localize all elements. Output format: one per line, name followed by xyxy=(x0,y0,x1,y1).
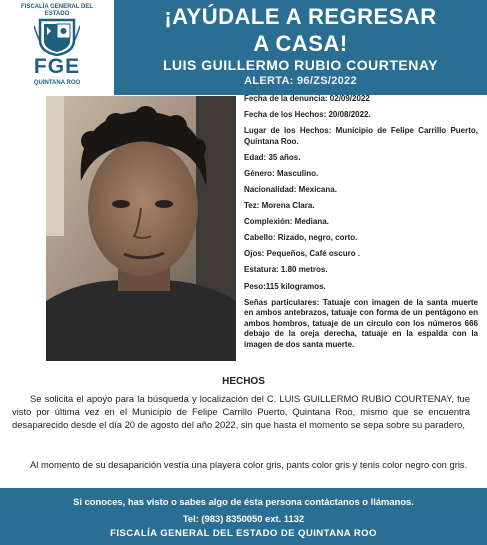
footer-agency: FISCALÍA GENERAL DEL ESTADO DE QUINTANA ROO xyxy=(110,528,377,539)
detail-senas-particulares: Señas particulares: Tatuaje con imagen de la santa muerte en ambos antebrazos, tatuaje con forma de un pentágono en ambos hombros, tatuaje de un círculo con los números 666 debajo de la oreja derecha, tatuaje en la espalda con la imagen de dos santa muerte. xyxy=(244,297,478,349)
detail-peso: Peso:115 kilogramos. xyxy=(244,281,326,291)
logo-acronym: FGE xyxy=(33,55,81,78)
detail-ojos: Ojos: Pequeños, Café oscuro . xyxy=(244,249,361,259)
contact-footer xyxy=(0,488,487,545)
hechos-paragraph-2: Al momento de su desaparición vestía una playera color gris, pants color gris y tenis color negro con gris. xyxy=(30,459,468,470)
detail-complexion: Complexión: Mediana. xyxy=(244,217,329,227)
detail-edad: Edad: 35 años. xyxy=(244,152,301,162)
footer-call-to-action: Si conoces, has visto o sabes algo de ésta persona contáctanos o llámanos. xyxy=(73,496,414,507)
hechos-paragraph-1: Se solicita el apoyo para la búsqueda y localización del C. LUIS GUILLERMO RUBIO COURTENAY, fue visto por última vez en el Municipio de Felipe Carrillo Puerto, Quintana Roo, mismo que se encuentra desaparecido desde el día 20 de agosto del año 2022, sin que hasta el momento se sepa sobre su paradero, xyxy=(12,393,470,430)
poster-header xyxy=(0,0,487,95)
detail-fecha-hechos: Fecha de los Hechos: 20/08/2022. xyxy=(244,110,371,120)
detail-fecha-denuncia: Fecha de la denuncia: 02/09/2022 xyxy=(244,94,370,103)
poster-title-line1: ¡AYÚDALE A REGRESAR xyxy=(164,4,437,29)
detail-genero: Género: Masculino. xyxy=(244,168,319,178)
person-photo xyxy=(46,96,236,361)
person-details xyxy=(244,94,478,356)
hechos-heading: HECHOS xyxy=(222,376,265,387)
person-photo-image xyxy=(46,96,236,361)
logo-state: QUINTANA ROO xyxy=(33,80,81,86)
footer-phone: Tel: (983) 8350050 ext. 1132 xyxy=(182,513,305,524)
detail-tez: Tez: Morena Clara. xyxy=(244,201,315,211)
fge-logo xyxy=(0,0,114,95)
detail-estatura: Estatura: 1.80 metros. xyxy=(244,265,328,275)
detail-cabello: Cabello: Rizado, negro, corto. xyxy=(244,233,358,243)
alert-number: ALERTA: 96/ZS/2022 xyxy=(244,75,357,87)
detail-nacionalidad: Nacionalidad: Mexicana. xyxy=(244,184,337,194)
poster-title-line2: A CASA! xyxy=(253,31,348,56)
detail-lugar: Lugar de los Hechos: Municipio de Felipe Carrillo Puerto, Quintana Roo. xyxy=(244,126,478,146)
logo-top-text: FISCALÍA GENERAL DEL ESTADO xyxy=(20,4,93,17)
person-name: LUIS GUILLERMO RUBIO COURTENAY xyxy=(162,57,439,73)
shield-emblem-icon xyxy=(34,18,80,56)
